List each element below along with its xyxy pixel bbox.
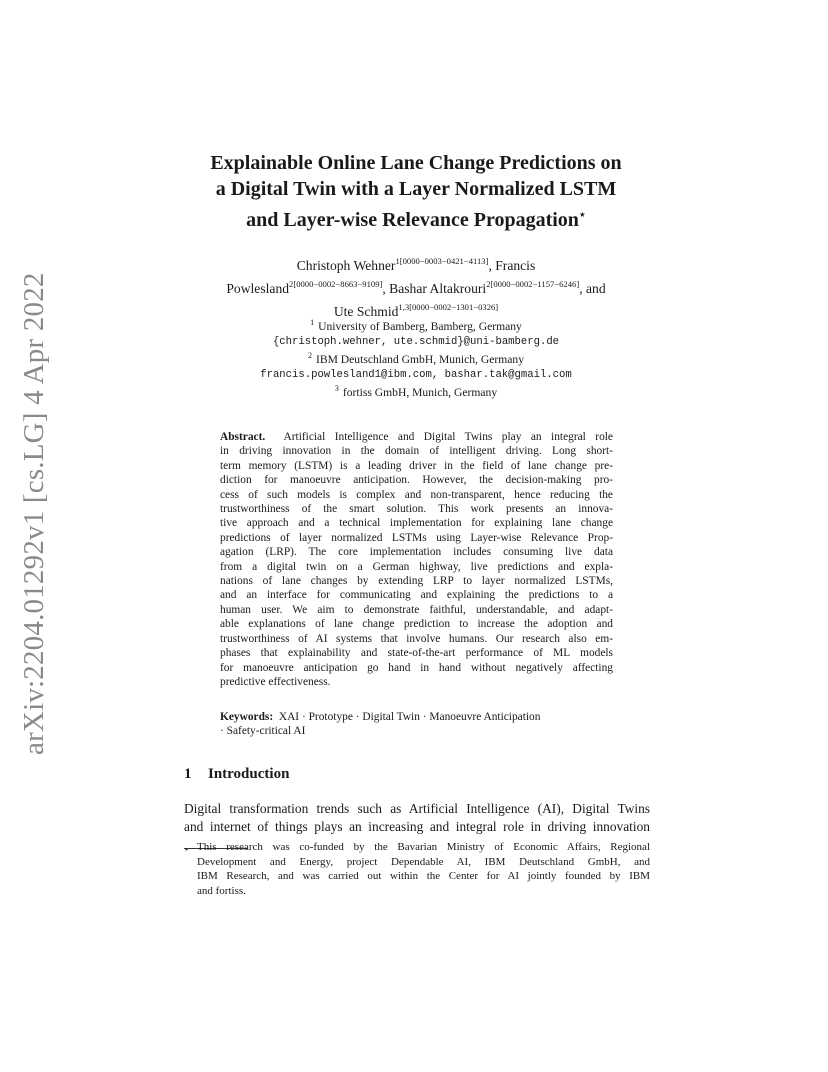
footnote-line: IBM Research, and was carried out within the Center for AI jointly founded by IBM: [197, 870, 650, 883]
abstract-line: agation (LRP). The core implementation includes consuming live data: [220, 546, 613, 559]
keywords-line: · Safety-critical AI: [220, 725, 306, 738]
abstract-line: from a digital twin on a German highway, live predictions and expla-: [220, 560, 613, 573]
abstract-line: tive approach and a technical implementation for explaining lane change: [220, 517, 613, 530]
abstract-line: in driving innovation in the domain of intelligent driving. Long short-: [220, 445, 613, 458]
keywords-text: XAI · Prototype · Digital Twin · Manoeuvre Anticipation: [278, 711, 541, 723]
affiliation-text: IBM Deutschland GmbH, Munich, Germany: [315, 353, 524, 367]
body-paragraph: [184, 800, 650, 836]
title-line: Explainable Online Lane Change Predictions on: [210, 152, 622, 174]
author-name: Powlesland: [226, 281, 290, 296]
arxiv-identifier-stamp: arXiv:2204.01292v1 [cs.LG] 4 Apr 2022: [18, 272, 50, 755]
abstract-line: predictions of layer normalized LSTMs using Layer-wise Relevance Prop-: [220, 531, 613, 544]
affiliation-mark: 2: [307, 351, 312, 361]
keywords: [220, 710, 613, 739]
abstract-line: for manoeuvre anticipation go hand in hand without negatively affecting: [220, 661, 613, 674]
body-line: Digital transformation trends such as Artificial Intelligence (AI), Digital Twins: [184, 801, 650, 816]
author-name: Ute Schmid: [333, 304, 399, 319]
author-name: , Francis: [488, 258, 536, 273]
affiliation-text: fortiss GmbH, Munich, Germany: [342, 386, 498, 400]
abstract-line: diction for manoeuvre anticipation. However, the decision-making pro-: [220, 474, 613, 487]
abstract-line: predictive effectiveness.: [220, 675, 331, 688]
affiliation-mark: 1: [310, 318, 315, 327]
author-orcid: 2[0000−0002−8663−9109]: [289, 279, 383, 289]
title-line: a Digital Twin with a Layer Normalized LSTM: [215, 178, 617, 200]
author-line: [150, 275, 682, 298]
affiliations: [150, 316, 682, 401]
footnote: [184, 840, 650, 898]
author-orcid: 1[0000−0003−0421−4113]: [395, 256, 489, 266]
abstract-line: and an interface for communicating and explaining the predictions to a: [220, 589, 613, 602]
abstract-line: able explanations of lane change prediction to increase the adoption and: [220, 618, 613, 631]
body-line: and internet of things plays an increasing and integral role in driving innovation: [184, 819, 650, 834]
affiliation-line: [150, 349, 682, 368]
section-title: Introduction: [208, 766, 290, 782]
author-orcid: 1,3[0000−0002−1301−0326]: [398, 302, 499, 312]
author-conjunction: , and: [579, 281, 606, 296]
footnote-line: This research was co-funded by the Bavarian Ministry of Economic Affairs, Regional: [197, 841, 650, 853]
abstract-heading: Abstract.: [220, 431, 266, 443]
author-list: [150, 252, 682, 321]
title-footnote-mark: ⋆: [578, 209, 586, 221]
abstract: [220, 430, 613, 689]
affiliation-line: [150, 316, 682, 335]
abstract-line: nations of lane changes by extending LRP to layer normalized LSTMs,: [220, 575, 613, 588]
abstract-line: human user. We aim to demonstrate faithful, understandable, and adapt-: [220, 603, 613, 616]
section-number: 1: [184, 766, 192, 782]
footnote-mark: ⋆: [184, 845, 190, 854]
abstract-text: Artificial Intelligence and Digital Twins play an integral role: [283, 431, 613, 443]
affiliation-line: [150, 382, 682, 401]
author-name: Christoph Wehner: [296, 258, 396, 273]
abstract-line: trustworthiness of the smart solution. This work presents an innova-: [220, 503, 613, 516]
keywords-heading: Keywords:: [220, 711, 274, 723]
affiliation-text: University of Bamberg, Bamberg, Germany: [318, 320, 522, 333]
keywords-line: [220, 710, 613, 724]
title-line: [150, 202, 682, 233]
paper-title: [150, 150, 682, 233]
author-name: , Bashar Altakrouri: [382, 281, 487, 296]
author-line: [150, 252, 682, 275]
abstract-line: phases that explainability and state-of-the-art performance of ML models: [220, 647, 613, 660]
section-heading: [184, 766, 289, 783]
footnote-line: and fortiss.: [197, 884, 246, 897]
affiliation-mark: 3: [334, 384, 339, 394]
abstract-line: term memory (LSTM) is a leading driver in the field of lane change pre-: [220, 459, 613, 472]
title-line-text: and Layer-wise Relevance Propagation: [246, 209, 579, 231]
footnote-line: Development and Energy, project Dependable AI, IBM Deutschland GmbH, and: [197, 855, 650, 868]
affiliation-email: {christoph.wehner, ute.schmid}@uni-bamberg.de: [272, 335, 560, 348]
abstract-line: cess of such models is complex and non-transparent, hence reducing the: [220, 488, 613, 501]
author-orcid: 2[0000−0002−1157−6246]: [486, 279, 580, 289]
affiliation-email: francis.powlesland1@ibm.com, bashar.tak@gmail.com: [260, 368, 572, 381]
abstract-line: [220, 430, 613, 444]
abstract-line: trustworthiness of AI systems that involve humans. Our research also em-: [220, 632, 613, 645]
